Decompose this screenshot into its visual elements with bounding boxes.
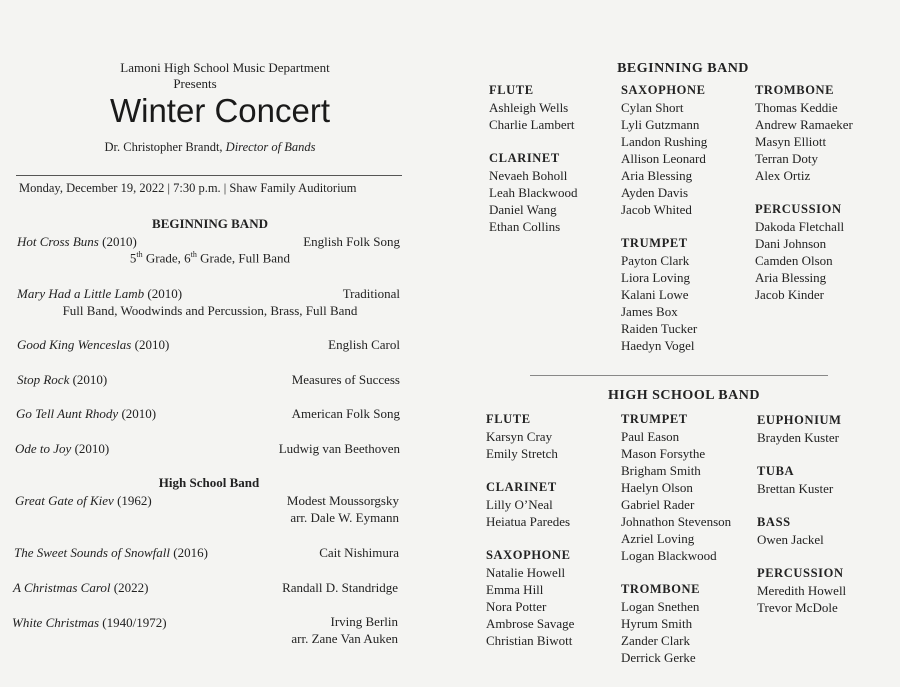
section-heading: BASS: [757, 515, 791, 529]
section-heading: TUBA: [757, 464, 795, 478]
member-name: Aria Blessing: [621, 168, 693, 183]
beginning-sax-trumpet-column: [621, 82, 707, 354]
member-name: Owen Jackel: [757, 532, 824, 547]
member-name: Dani Johnson: [755, 236, 827, 251]
section-heading: TRUMPET: [621, 236, 688, 250]
director-name: Dr. Christopher Brandt,: [104, 140, 223, 154]
hs-low-brass-percussion-column: [757, 412, 846, 616]
piece-composer: English Carol: [328, 337, 400, 352]
piece-arranger: arr. Dale W. Eymann: [290, 510, 399, 525]
member-name: Zander Clark: [621, 633, 690, 648]
section-heading: TROMBONE: [621, 582, 701, 596]
piece-composer: Ludwig van Beethoven: [278, 441, 400, 456]
piece-title: Go Tell Aunt Rhody (2010): [16, 406, 157, 421]
event-info: [19, 181, 357, 196]
section-heading: FLUTE: [489, 83, 534, 97]
member-name: Natalie Howell: [486, 565, 566, 580]
member-name: Logan Snethen: [621, 599, 700, 614]
piece-composer: English Folk Song: [303, 234, 400, 249]
director-line: [0, 140, 440, 155]
member-name: Ashleigh Wells: [489, 100, 569, 115]
roster-hs-heading: HIGH SCHOOL BAND: [608, 388, 760, 403]
member-name: Derrick Gerke: [621, 650, 696, 665]
member-name: Paul Eason: [621, 429, 680, 444]
roster-beginning-heading: BEGINNING BAND: [617, 61, 749, 76]
member-name: Raiden Tucker: [621, 321, 698, 336]
hs-woodwind-column: [486, 411, 574, 649]
member-name: Brigham Smith: [621, 463, 701, 478]
member-name: Johnathon Stevenson: [621, 514, 732, 529]
member-name: Kalani Lowe: [621, 287, 689, 302]
beginning-woodwind-column: [489, 82, 577, 235]
member-name: Payton Clark: [621, 253, 690, 268]
member-name: Brayden Kuster: [757, 430, 839, 445]
member-name: Thomas Keddie: [755, 100, 838, 115]
member-name: Terran Doty: [755, 151, 818, 166]
member-name: Emma Hill: [486, 582, 544, 597]
member-name: Landon Rushing: [621, 134, 708, 149]
piece-title: White Christmas (1940/1972): [12, 615, 167, 630]
section-heading: PERCUSSION: [755, 202, 842, 216]
member-name: Ayden Davis: [621, 185, 689, 200]
piece-title: The Sweet Sounds of Snowfall (2016): [14, 545, 208, 560]
member-name: Allison Leonard: [621, 151, 706, 166]
member-name: Aria Blessing: [755, 270, 827, 285]
piece-composer: Cait Nishimura: [319, 545, 399, 560]
member-name: Lyli Gutzmann: [621, 117, 700, 132]
director-role: Director of Bands: [225, 140, 316, 154]
presents-line: Presents: [173, 76, 217, 91]
roster-divider: [530, 375, 828, 376]
member-name: Heiatua Paredes: [486, 514, 571, 529]
member-name: Trevor McDole: [757, 600, 838, 615]
member-name: Nevaeh Boholl: [489, 168, 568, 183]
piece-title: Ode to Joy (2010): [15, 441, 110, 456]
member-name: Brettan Kuster: [757, 481, 834, 496]
piece-composer: Randall D. Standridge: [282, 580, 398, 595]
member-name: Gabriel Rader: [621, 497, 695, 512]
concert-venue: | Shaw Family Auditorium: [223, 181, 357, 195]
piece-title: Great Gate of Kiev (1962): [15, 493, 152, 508]
piece-composer: Modest Moussorgsky: [286, 493, 399, 508]
section-heading: TRUMPET: [621, 412, 688, 426]
member-name: James Box: [621, 304, 678, 319]
high-school-band-heading: High School Band: [158, 475, 260, 490]
member-name: Haelyn Olson: [621, 480, 693, 495]
section-heading: CLARINET: [489, 151, 560, 165]
member-name: Emily Stretch: [486, 446, 558, 461]
concert-time: | 7:30 p.m.: [167, 181, 221, 195]
hs-brass-column: [621, 411, 731, 666]
concert-date: Monday, December 19, 2022: [19, 181, 165, 195]
mary-note: Full Band, Woodwinds and Percussion, Brass, Full Band: [62, 303, 358, 318]
piece-composer: Measures of Success: [291, 372, 400, 387]
member-name: Jacob Whited: [621, 202, 692, 217]
section-heading: PERCUSSION: [757, 566, 844, 580]
section-heading: SAXOPHONE: [486, 548, 571, 562]
member-name: Mason Forsythe: [621, 446, 706, 461]
member-name: Camden Olson: [755, 253, 833, 268]
concert-title: Winter Concert: [109, 92, 331, 129]
member-name: Dakoda Fletchall: [755, 219, 845, 234]
piece-title: Hot Cross Buns (2010): [17, 234, 137, 249]
member-name: Haedyn Vogel: [621, 338, 695, 353]
member-name: Meredith Howell: [757, 583, 847, 598]
beginning-trombone-percussion-column: [755, 82, 853, 303]
piece-composer: Traditional: [342, 286, 400, 301]
member-name: Charlie Lambert: [489, 117, 575, 132]
member-name: Nora Potter: [486, 599, 547, 614]
member-name: Ambrose Savage: [486, 616, 575, 631]
piece-title: Mary Had a Little Lamb (2010): [17, 286, 183, 301]
member-name: Logan Blackwood: [621, 548, 717, 563]
header-rule: [16, 175, 402, 176]
member-name: Lilly O’Neal: [486, 497, 553, 512]
piece-title: A Christmas Carol (2022): [13, 580, 149, 595]
piece-arranger: arr. Zane Van Auken: [291, 631, 398, 646]
section-heading: SAXOPHONE: [621, 83, 706, 97]
member-name: Alex Ortiz: [755, 168, 811, 183]
member-name: Leah Blackwood: [489, 185, 578, 200]
member-name: Jacob Kinder: [755, 287, 824, 302]
piece-title: Good King Wenceslas (2010): [17, 337, 170, 352]
member-name: Masyn Elliott: [755, 134, 827, 149]
member-name: Hyrum Smith: [621, 616, 693, 631]
member-name: Andrew Ramaeker: [755, 117, 853, 132]
section-heading: CLARINET: [486, 480, 557, 494]
piece-composer: Irving Berlin: [330, 614, 398, 629]
member-name: Christian Biwott: [486, 633, 573, 648]
member-name: Cylan Short: [621, 100, 684, 115]
hot-cross-buns-note: 5th Grade, 6th Grade, Full Band: [129, 250, 291, 266]
member-name: Ethan Collins: [489, 219, 561, 234]
department-line: Lamoni High School Music Department: [120, 60, 330, 75]
member-name: Karsyn Cray: [486, 429, 553, 444]
section-heading: TROMBONE: [755, 83, 835, 97]
section-heading: EUPHONIUM: [757, 413, 842, 427]
member-name: Daniel Wang: [489, 202, 557, 217]
member-name: Liora Loving: [621, 270, 690, 285]
section-heading: FLUTE: [486, 412, 531, 426]
member-name: Azriel Loving: [621, 531, 695, 546]
piece-composer: American Folk Song: [291, 406, 400, 421]
piece-title: Stop Rock (2010): [17, 372, 108, 387]
beginning-band-heading: BEGINNING BAND: [152, 216, 268, 231]
